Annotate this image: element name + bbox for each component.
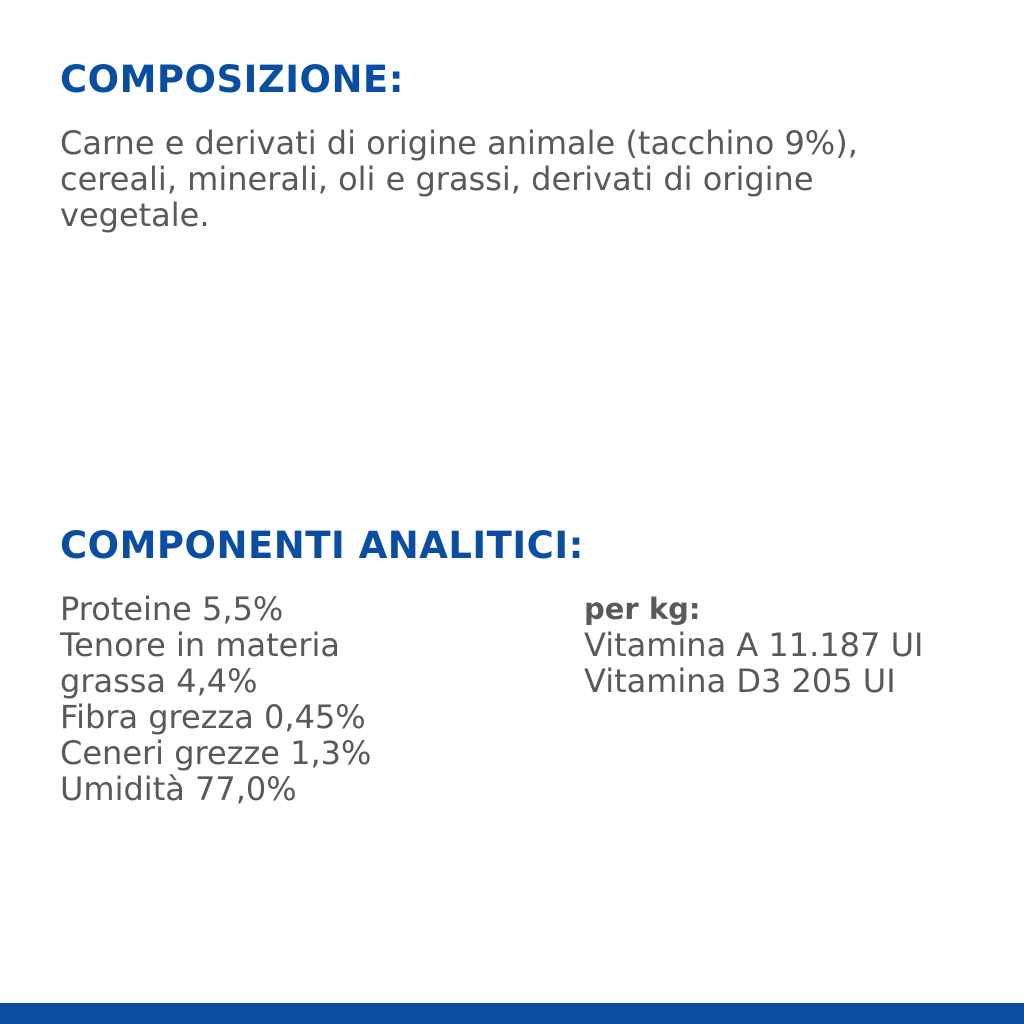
analytics-item: grassa 4,4%	[60, 662, 258, 700]
composition-text	[60, 125, 858, 233]
vitamin-item: Vitamina D3 205 UI	[584, 662, 896, 700]
analytics-left-list	[60, 591, 371, 807]
analytics-item: Tenore in materia	[60, 626, 340, 664]
analytics-right-list	[584, 591, 923, 699]
analytics-item: Proteine 5,5%	[60, 590, 284, 628]
per-kg-label: per kg:	[584, 592, 701, 626]
composition-line: cereali, minerali, oli e grassi, derivati di origine	[60, 160, 814, 198]
bottom-brand-bar	[0, 1003, 1024, 1024]
composition-line: Carne e derivati di origine animale (tacchino 9%),	[60, 124, 858, 162]
analytics-heading: COMPONENTI ANALITICI:	[60, 524, 584, 567]
analytics-item: Ceneri grezze 1,3%	[60, 734, 372, 772]
analytics-item: Fibra grezza 0,45%	[60, 698, 366, 736]
composition-line: vegetale.	[60, 196, 210, 234]
analytics-item: Umidità 77,0%	[60, 770, 297, 808]
composition-heading: COMPOSIZIONE:	[60, 58, 404, 101]
vitamin-item: Vitamina A 11.187 UI	[584, 626, 924, 664]
